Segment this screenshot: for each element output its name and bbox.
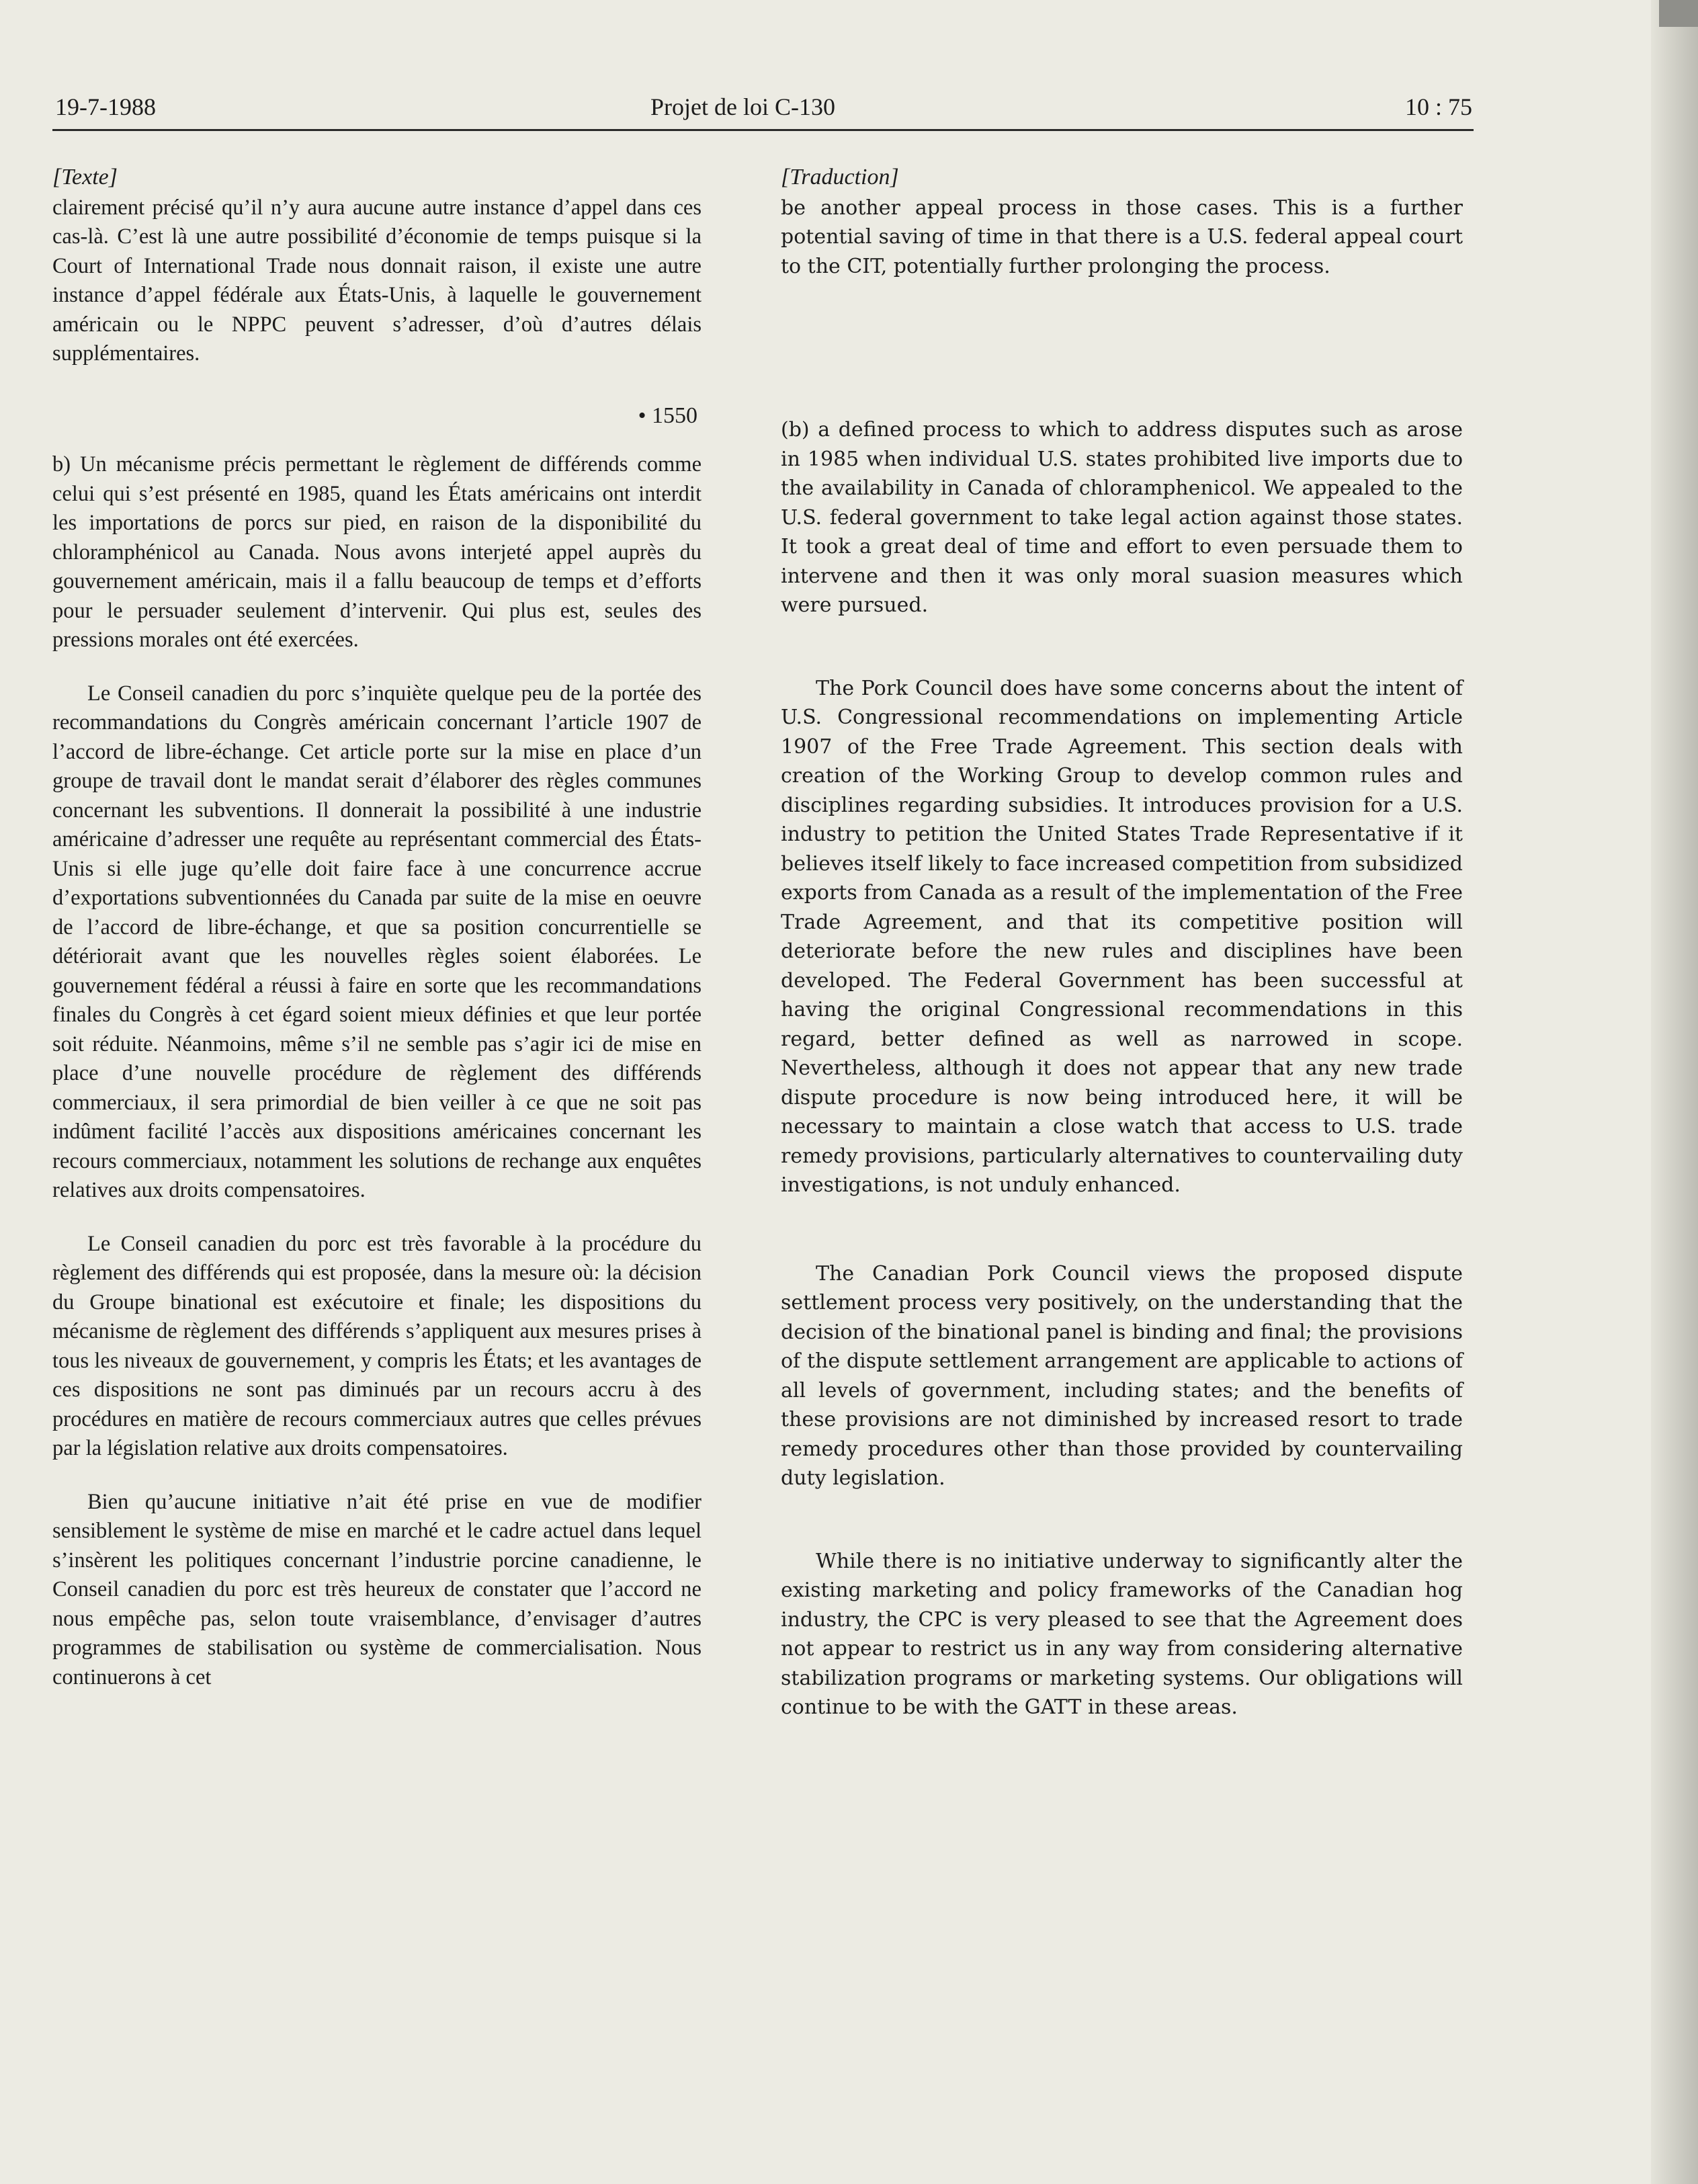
right-paragraph-1: be another appeal process in those cases. This is a further potential saving of time in that there is a U.S. federal appeal court to the CIT, potentially further prolonging the process. [781,196,1463,278]
right-paragraph-4: The Canadian Pork Council views the proposed dispute settlement process very positively, on the understanding that the decision of the binational panel is binding and final; the provisions of the dispute settlement arrangement are applicable to actions of all levels of government, including states; and the benefits of these provisions are not diminished by increased resort to trade remedy procedures other than those provided by countervailing duty legislation. [781,1261,1463,1490]
right-paragraph-3: The Pork Council does have some concerns about the intent of U.S. Congressional recommendations on implementing Article 1907 of the Free Trade Agreement. This section deals with creation of the Working Group to develop common rules and disciplines regarding subsidies. It introduces provision for a U.S. industry to petition the United States Trade Representative if it believes itself likely to face increased competition from subsidized exports from Canada as a result of the implementation of the Free Trade Agreement, and that its competitive position will deteriorate before the new rules and disciplines have been developed. The Federal Government has been successful at having the original Congressional recommendations in this regard, better defined as well as narrowed in scope. Nevertheless, although it does not appear that any new trade dispute procedure is now being introduced here, it will be necessary to maintain a close watch that access to U.S. trade remedy provisions, particularly alternatives to countervailing duty investigations, is not unduly enhanced. [781,676,1463,1197]
right-paragraph-2: (b) a defined process to which to address disputes such as arose in 1985 when individual U.S. states prohibited live imports due to the availability in Canada of chloramphenicol. We appealed to the U.S. federal government to take legal action against those states. It took a great deal of time and effort to even persuade them to intervene and then it was only moral suasion measures which were pursued. [781,418,1463,617]
left-paragraph-5: Bien qu’aucune initiative n’ait été prise en vue de modifier sensiblement le système de mise en marché et le cadre actuel dans lequel s’insèrent les politiques concernant l’industrie porcine canadienne, le Conseil canadien du porc est très heureux de constater que l’accord ne nous empêche pas, selon toute vraisemblance, d’envisager d’autres programmes de stabilisation ou système de commercialisation. Nous continuerons à cet [52,1489,702,1689]
page-header [52,86,1474,131]
left-column-tag: [Texte] [52,165,118,190]
time-reference: • 1550 [638,403,697,428]
edge-mark [1659,0,1698,27]
left-paragraph-2: b) Un mécanisme précis permettant le règlement de différends comme celui qui s’est présenté en 1985, quand les États américains ont interdit les importations de porcs sur pied, en raison de la disponibilité du chloramphénicol au Canada. Nous avons interjeté appel auprès du gouvernement américain, mais il a fallu beaucoup de temps et d’efforts pour le persuader seulement d’intervenir. Qui plus est, seules des pressions morales ont été exercées. [52,452,702,652]
left-column-french [52,163,702,1692]
header-title: Projet de loi C-130 [650,93,835,120]
header-date: 19-7-1988 [55,93,156,120]
right-column-tag: [Traduction] [781,165,899,190]
left-paragraph-4: Le Conseil canadien du porc est très favorable à la procédure du règlement des différends qui est proposée, dans la mesure où: la décision du Groupe binational est exécutoire et finale; les dispositions du mécanisme de règlement des différends s’appliquent aux mesures prises à tous les niveaux de gouvernement, y compris les États; et les avantages de ces dispositions ne sont pas diminués par un recours accru à des procédures en matière de recours commerciaux autres que celles prévues par la législation relative aux droits compensatoires. [52,1231,702,1460]
left-paragraph-1: clairement précisé qu’il n’y aura aucune autre instance d’appel dans ces cas-là. C’est là une autre possibilité d’économie de temps puisque si la Court of International Trade nous donnait raison, il existe une autre instance d’appel fédérale aux États-Unis, à laquelle le gouvernement américain ou le NPPC peuvent s’adresser, d’où d’autres délais supplémentaires. [52,195,702,366]
left-paragraph-3: Le Conseil canadien du porc s’inquiète quelque peu de la portée des recommandations du Congrès américain concernant l’article 1907 de l’accord de libre-échange. Cet article porte sur la mise en place d’un groupe de travail dont le mandat serait d’élaborer des règles communes concernant les subventions. Il donnerait la possibilité à une industrie américaine d’adresser une requête au représentant commercial des États-Unis si elle juge qu’elle doit faire face à une concurrence accrue d’exportations subventionnées du Canada par suite de la mise en oeuvre de l’accord de libre-échange, et que sa position concurrentielle se détériorait avant que les nouvelles règles soient élaborées. Le gouvernement fédéral a réussi à faire en sorte que les recommandations finales du Congrès à cet égard soient mieux définies et que leur portée soit réduite. Néanmoins, même s’il ne semble pas s’agir ici de mise en place d’une nouvelle procédure de règlement des différends commerciaux, il sera primordial de bien veiller à ce que ne soit pas indûment facilité l’accès aux dispositions américaines concernant les recours commerciaux, notamment les solutions de rechange aux enquêtes relatives aux droits compensatoires. [52,681,702,1202]
right-column-english [781,163,1463,1722]
right-paragraph-5: While there is no initiative underway to significantly alter the existing marketing and policy frameworks of the Canadian hog industry, the CPC is very pleased to see that the Agreement does not appear to restrict us in any way from considering alternative stabilization programs or marketing systems. Our obligations will continue to be with the GATT in these areas. [781,1549,1463,1719]
page-edge [1651,0,1698,2184]
header-page-number: 10 : 75 [1404,93,1472,120]
